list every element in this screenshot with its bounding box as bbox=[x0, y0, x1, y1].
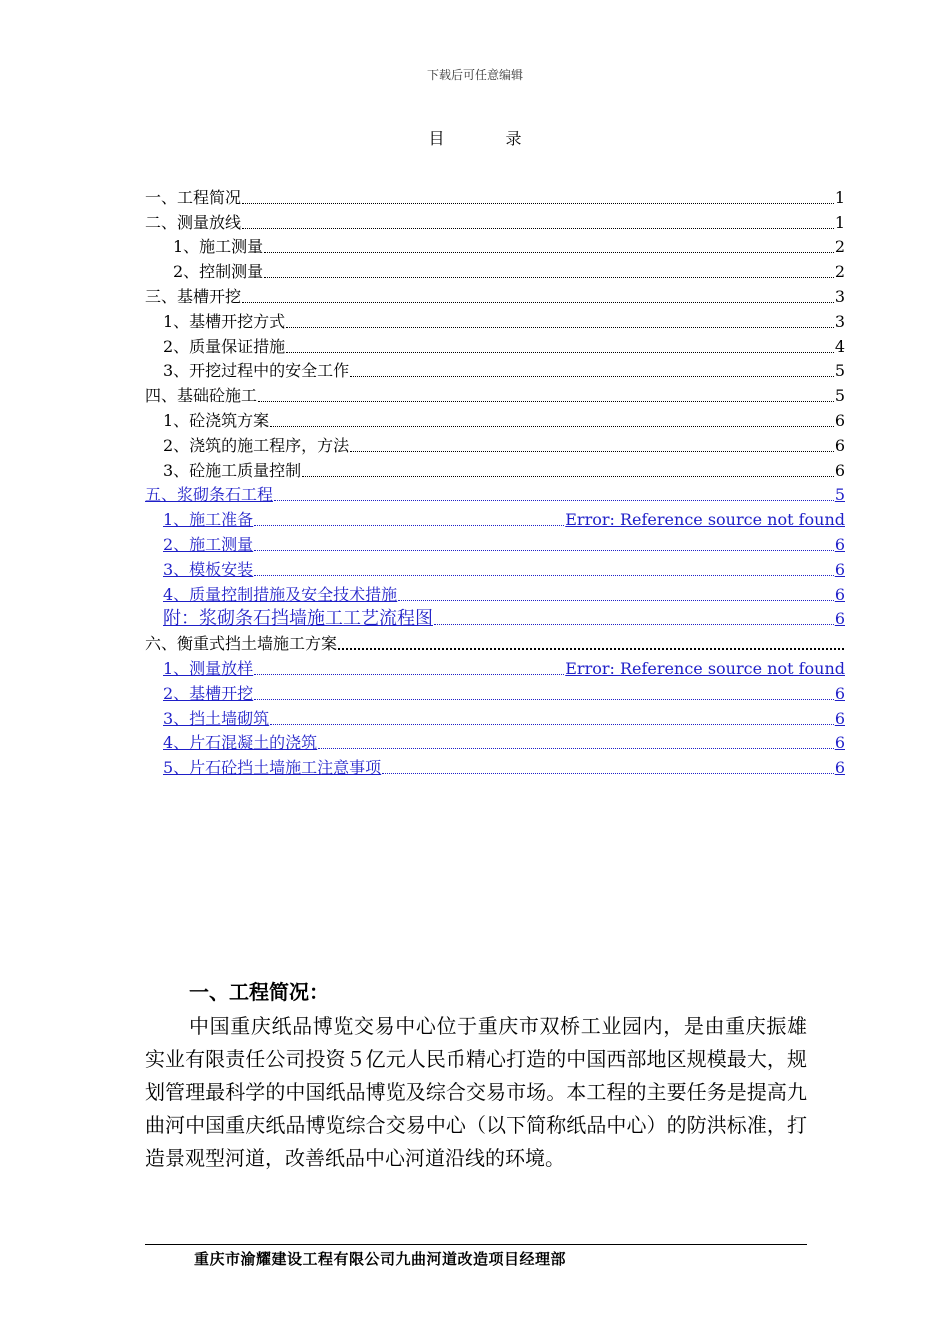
header-note: 下载后可任意编辑 bbox=[426, 68, 523, 82]
toc-page-number: 6 bbox=[834, 683, 845, 703]
toc-page-number: 6 bbox=[834, 559, 845, 579]
toc-entry[interactable] bbox=[145, 680, 845, 705]
toc-entry bbox=[145, 630, 845, 655]
toc-entry-label: 三、基槽开挖 bbox=[145, 286, 242, 306]
section-body: 中国重庆纸品博览交易中心位于重庆市双桥工业园内，是由重庆振雄实业有限责任公司投资５亿元人民币精心打造的中国西部地区规模最大，规划管理最科学的中国纸品博览及综合交易市场。本工程的主要任务是提高九曲河中国重庆纸品博览综合交易中心（以下简称纸品中心）的防洪标准，打造景观型河道，改善纸品中心河道沿线的环境。 bbox=[145, 1014, 807, 1170]
toc-entry-label: 1、施工测量 bbox=[173, 237, 264, 257]
toc-entry[interactable] bbox=[145, 506, 845, 531]
toc-leader-dots bbox=[242, 227, 834, 229]
toc-leader-dots bbox=[270, 723, 834, 725]
toc-page-number: 6 bbox=[834, 435, 845, 455]
toc-entry-label: 3、模板安装 bbox=[163, 559, 254, 579]
toc-entry[interactable] bbox=[145, 556, 845, 581]
toc-leader-dots bbox=[242, 202, 834, 204]
toc-leader-dots bbox=[338, 647, 844, 650]
toc-entry-label: 3、砼施工质量控制 bbox=[163, 460, 302, 480]
toc-leader-dots bbox=[274, 499, 834, 501]
table-of-contents bbox=[145, 184, 845, 779]
toc-entry bbox=[145, 234, 845, 259]
toc-page-number: 3 bbox=[834, 286, 845, 306]
toc-leader-dots bbox=[398, 599, 834, 601]
toc-page-number: 6 bbox=[834, 708, 845, 728]
toc-entry-label: 一、工程简况 bbox=[145, 187, 242, 207]
toc-leader-dots bbox=[254, 673, 564, 675]
toc-page-number: 5 bbox=[834, 386, 845, 406]
toc-entry[interactable] bbox=[145, 581, 845, 606]
toc-entry-label: 1、测量放样 bbox=[163, 658, 254, 678]
toc-entry[interactable] bbox=[145, 655, 845, 680]
toc-page-number: 5 bbox=[834, 485, 845, 505]
toc-entry-label: 附：浆砌条石挡墙施工工艺流程图 bbox=[163, 608, 433, 630]
toc-leader-dots bbox=[242, 301, 834, 303]
toc-entry-label: 2、控制测量 bbox=[173, 262, 264, 282]
toc-leader-dots bbox=[264, 276, 834, 278]
toc-entry bbox=[145, 184, 845, 209]
toc-entry-label: 四、基础砼施工 bbox=[145, 386, 258, 406]
section-heading: 一、工程简况： bbox=[189, 980, 329, 1004]
toc-entry-label: 2、施工测量 bbox=[163, 534, 254, 554]
toc-leader-dots bbox=[350, 375, 834, 377]
toc-page-number: 6 bbox=[834, 460, 845, 480]
toc-entry-label: 2、基槽开挖 bbox=[163, 683, 254, 703]
toc-entry-label: 五、浆砌条石工程 bbox=[145, 485, 274, 505]
toc-entry bbox=[145, 457, 845, 482]
toc-leader-dots bbox=[382, 772, 834, 774]
toc-entry[interactable] bbox=[145, 730, 845, 755]
toc-entry-label: 二、测量放线 bbox=[145, 212, 242, 232]
toc-entry-label: 4、质量控制措施及安全技术措施 bbox=[163, 584, 398, 604]
toc-leader-dots bbox=[286, 351, 834, 353]
toc-entry bbox=[145, 432, 845, 457]
footer-divider bbox=[145, 1244, 807, 1245]
toc-leader-dots bbox=[318, 747, 834, 749]
toc-page-number: 4 bbox=[834, 336, 845, 356]
footer-company: 重庆市渝耀建设工程有限公司九曲河道改造项目经理部 bbox=[194, 1250, 567, 1268]
toc-entry-label: 1、基槽开挖方式 bbox=[163, 311, 286, 331]
toc-entry bbox=[145, 358, 845, 383]
toc-entry bbox=[145, 283, 845, 308]
toc-page-number: 6 bbox=[834, 758, 845, 778]
toc-entry bbox=[145, 209, 845, 234]
toc-entry-label: 1、砼浇筑方案 bbox=[163, 410, 270, 430]
toc-page-number: 3 bbox=[834, 311, 845, 331]
toc-entry-label: 3、开挖过程中的安全工作 bbox=[163, 361, 350, 381]
toc-leader-dots bbox=[254, 549, 834, 551]
toc-entry bbox=[145, 308, 845, 333]
toc-leader-dots bbox=[350, 450, 834, 452]
toc-entry bbox=[145, 407, 845, 432]
toc-entry bbox=[145, 258, 845, 283]
toc-page-number: 6 bbox=[834, 410, 845, 430]
toc-entry-label: 六、衡重式挡土墙施工方案 bbox=[145, 634, 338, 654]
toc-title: 目 录 bbox=[428, 129, 550, 148]
toc-page-number: 1 bbox=[834, 212, 845, 232]
toc-leader-dots bbox=[254, 574, 834, 576]
toc-leader-dots bbox=[270, 425, 834, 427]
toc-page-number: 5 bbox=[834, 361, 845, 381]
toc-leader-dots bbox=[254, 698, 834, 700]
toc-leader-dots bbox=[254, 524, 564, 526]
toc-entry bbox=[145, 333, 845, 358]
toc-page-number: 6 bbox=[834, 609, 845, 629]
toc-page-number: 2 bbox=[834, 262, 845, 282]
toc-entry[interactable] bbox=[145, 531, 845, 556]
toc-entry[interactable] bbox=[145, 705, 845, 730]
toc-leader-dots bbox=[264, 251, 834, 253]
toc-leader-dots bbox=[258, 400, 834, 402]
toc-entry-label: 1、施工准备 bbox=[163, 510, 254, 530]
toc-page-number: 6 bbox=[834, 733, 845, 753]
toc-page-number: Error: Reference source not found bbox=[565, 510, 845, 530]
toc-leader-dots bbox=[302, 475, 834, 477]
toc-page-number: 1 bbox=[834, 187, 845, 207]
toc-page-number: 6 bbox=[834, 584, 845, 604]
toc-entry[interactable] bbox=[145, 606, 845, 631]
toc-entry-label: 2、质量保证措施 bbox=[163, 336, 286, 356]
toc-entry[interactable] bbox=[145, 754, 845, 779]
toc-page-number: Error: Reference source not found bbox=[565, 658, 845, 678]
toc-entry-label: 4、片石混凝土的浇筑 bbox=[163, 733, 318, 753]
toc-leader-dots bbox=[286, 326, 834, 328]
toc-entry-label: 2、浇筑的施工程序，方法 bbox=[163, 435, 350, 455]
toc-entry-label: 5、片石砼挡土墙施工注意事项 bbox=[163, 758, 382, 778]
toc-entry-label: 3、挡土墙砌筑 bbox=[163, 708, 270, 728]
toc-entry[interactable] bbox=[145, 482, 845, 507]
toc-page-number: 6 bbox=[834, 534, 845, 554]
toc-page-number: 2 bbox=[834, 237, 845, 257]
toc-entry bbox=[145, 382, 845, 407]
toc-leader-dots bbox=[434, 623, 834, 625]
